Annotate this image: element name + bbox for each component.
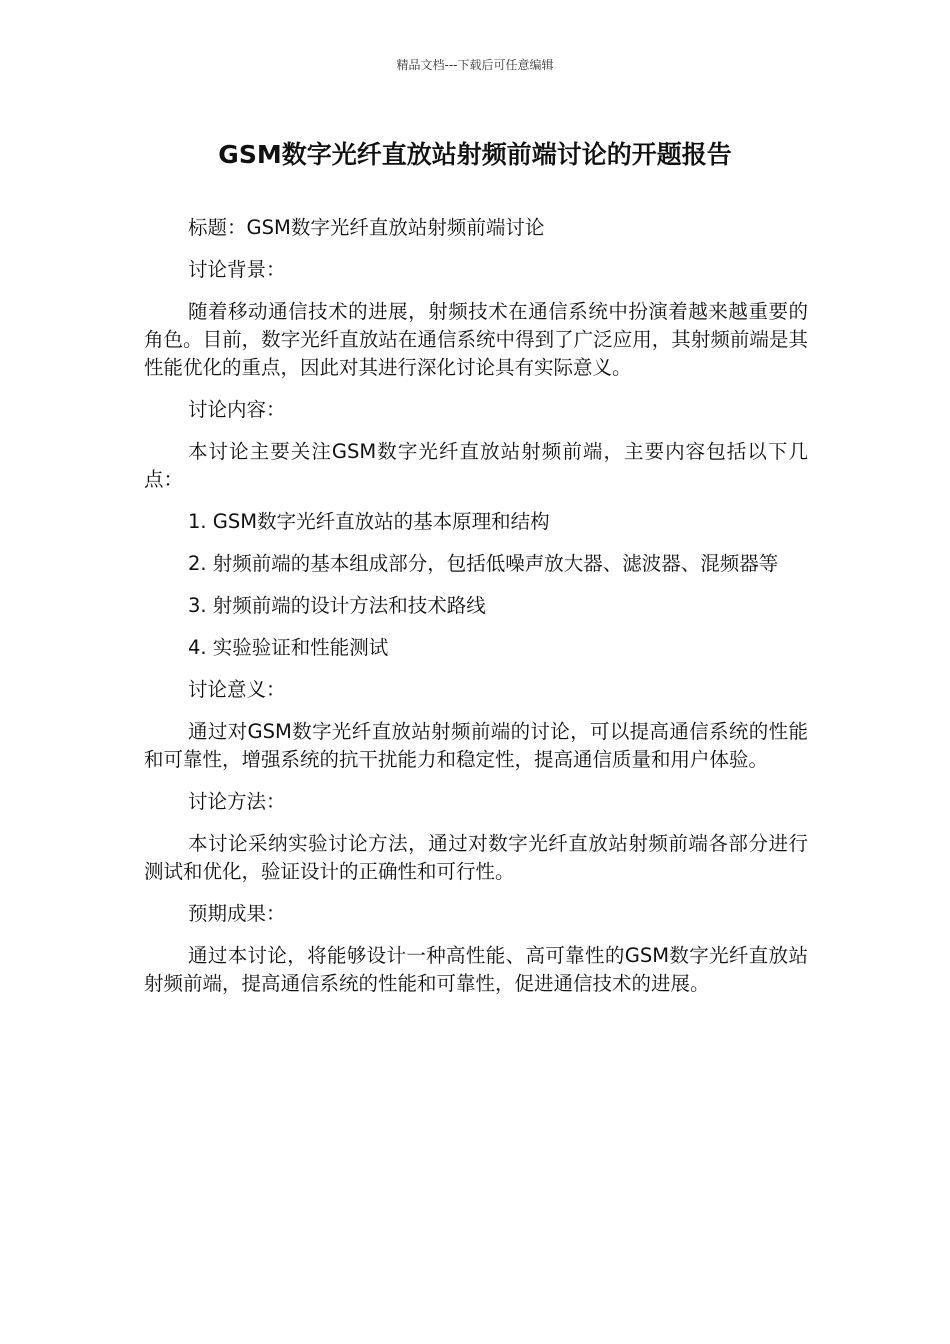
paragraph-expected-results: 通过本讨论，将能够设计一种高性能、高可靠性的GSM数字光纤直放站射频前端，提高通信系统的性能和可靠性，促进通信技术的进展。: [144, 944, 808, 995]
document-title: GSM数字光纤直放站射频前端讨论的开题报告: [218, 140, 732, 169]
heading-method: 讨论方法：: [188, 790, 286, 813]
paragraph-content-intro: 本讨论主要关注GSM数字光纤直放站射频前端，主要内容包括以下几点：: [144, 440, 808, 491]
paragraph-title-line: 标题：GSM数字光纤直放站射频前端讨论: [188, 216, 545, 239]
paragraph-method: 本讨论采纳实验讨论方法，通过对数字光纤直放站射频前端各部分进行测试和优化，验证设计的正确性和可行性。: [144, 832, 808, 883]
list-item-4: 4. 实验验证和性能测试: [188, 636, 389, 659]
heading-background: 讨论背景：: [188, 258, 286, 281]
page-header: 精品文档---下载后可任意编辑: [396, 58, 554, 72]
heading-significance: 讨论意义：: [188, 678, 286, 701]
list-item-2: 2. 射频前端的基本组成部分，包括低噪声放大器、滤波器、混频器等: [188, 552, 779, 575]
paragraph-significance: 通过对GSM数字光纤直放站射频前端的讨论，可以提高通信系统的性能和可靠性，增强系统的抗干扰能力和稳定性，提高通信质量和用户体验。: [144, 720, 808, 771]
document-body: [144, 214, 808, 1012]
list-item-3: 3. 射频前端的设计方法和技术路线: [188, 594, 486, 617]
list-item-1: 1. GSM数字光纤直放站的基本原理和结构: [188, 510, 550, 533]
paragraph-background: 随着移动通信技术的进展，射频技术在通信系统中扮演着越来越重要的角色。目前，数字光纤直放站在通信系统中得到了广泛应用，其射频前端是其性能优化的重点，因此对其进行深化讨论具有实际意义。: [144, 300, 808, 379]
heading-content: 讨论内容：: [188, 398, 286, 421]
heading-expected-results: 预期成果：: [188, 902, 286, 925]
